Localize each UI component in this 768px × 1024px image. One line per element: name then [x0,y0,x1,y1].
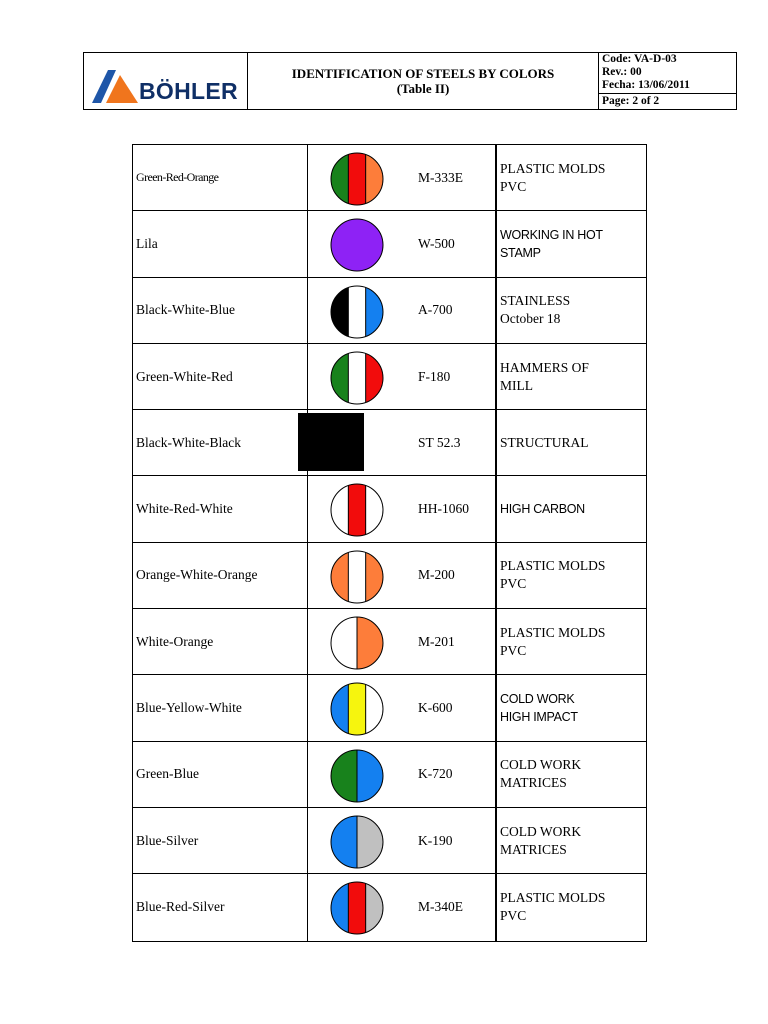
table-row [133,808,646,874]
steel-code: ST 52.3 [418,434,461,450]
steel-application [497,609,646,674]
doc-date: Fecha: 13/06/2011 [602,79,690,91]
table-row [133,211,646,277]
table-row [133,742,646,808]
color-name: Blue-Red-Silver [133,874,308,940]
steel-application [497,410,646,475]
steel-application [497,543,646,608]
table-row [133,145,646,211]
doc-code: Code: VA-D-03 [602,53,677,65]
title-line-2: (Table II) [396,81,450,96]
table-row [133,344,646,410]
application-line: MILL [500,377,533,393]
color-name: Green-Red-Orange [133,145,308,210]
steel-code: K-190 [418,832,453,848]
application-line: COLD WORK [500,757,582,773]
steel-color-table [132,144,647,942]
color-symbol-cell [308,476,497,541]
color-circle-icon [330,550,384,604]
color-symbol-cell [308,145,497,210]
application-line: PLASTIC MOLDS [500,890,606,906]
steel-code: M-200 [418,567,455,583]
table-row [133,874,646,940]
application-line: PLASTIC MOLDS [500,558,606,574]
table-row [133,278,646,344]
color-name: Orange-White-Orange [133,543,308,608]
logo-text: BÖHLER [139,78,238,104]
steel-code: M-201 [418,633,455,649]
color-symbol-cell [308,211,497,276]
application-line: MATRICES [500,775,567,791]
steel-code: M-340E [418,899,463,915]
color-circle-icon [330,616,384,670]
application-line: WORKING IN HOT [500,227,603,242]
document-header [83,52,737,110]
color-symbol-cell [308,808,497,873]
color-symbol-cell [308,874,497,940]
steel-application [497,742,646,807]
table-row [133,675,646,741]
color-symbol-cell [308,609,497,674]
steel-code: W-500 [418,235,455,251]
boehler-logo-icon [92,67,140,103]
application-line: STRUCTURAL [500,434,589,450]
color-name: Green-Blue [133,742,308,807]
steel-application [497,211,646,276]
steel-application [497,145,646,210]
table-row [133,410,646,476]
steel-code: F-180 [418,368,451,384]
application-line: COLD WORK [500,692,575,707]
document-meta [599,53,736,109]
application-line: PLASTIC MOLDS [500,624,606,640]
color-symbol-cell [308,278,497,343]
color-name: Blue-Yellow-White [133,675,308,740]
steel-application [497,874,646,940]
application-line: STAINLESS [500,293,571,309]
color-circle-icon [330,351,384,405]
color-name: Blue-Silver [133,808,308,873]
color-name: White-Orange [133,609,308,674]
application-line: COLD WORK [500,823,582,839]
application-line: PVC [500,908,527,924]
color-symbol-cell [308,543,497,608]
document-title [248,53,599,109]
color-circle-icon [330,815,384,869]
steel-code: K-720 [418,766,453,782]
application-line: PVC [500,642,527,658]
color-circle-icon [330,749,384,803]
application-line: HIGH CARBON [500,502,585,517]
color-symbol-cell [308,675,497,740]
color-symbol-cell [308,410,497,475]
title-line-1: IDENTIFICATION OF STEELS BY COLORS [291,66,555,81]
boehler-logo [84,53,248,109]
color-circle-icon [330,218,384,272]
color-circle-icon [330,682,384,736]
steel-application [497,808,646,873]
color-circle-icon [330,285,384,339]
color-square-icon [296,412,366,472]
application-line: STAMP [500,245,541,260]
application-line: MATRICES [500,841,567,857]
doc-page: Page: 2 of 2 [599,93,736,109]
color-circle-icon [330,881,384,935]
doc-revision: Rev.: 00 [602,66,642,78]
table-row [133,476,646,542]
steel-code: K-600 [418,700,453,716]
steel-application [497,476,646,541]
steel-application [497,344,646,409]
application-line: PVC [500,576,527,592]
color-name: Black-White-Black [133,410,308,475]
steel-application [497,278,646,343]
application-line: PVC [500,178,527,194]
application-line: October 18 [500,311,561,327]
color-name: Green-White-Red [133,344,308,409]
color-name: White-Red-White [133,476,308,541]
color-name: Black-White-Blue [133,278,308,343]
color-circle-icon [330,152,384,206]
steel-code: M-333E [418,169,463,185]
color-circle-icon [330,483,384,537]
table-row [133,609,646,675]
color-name: Lila [133,211,308,276]
application-line: PLASTIC MOLDS [500,160,606,176]
steel-code: A-700 [418,302,453,318]
table-row [133,543,646,609]
application-line: HAMMERS OF [500,359,589,375]
steel-code: HH-1060 [418,501,469,517]
color-symbol-cell [308,344,497,409]
color-symbol-cell [308,742,497,807]
application-line: HIGH IMPACT [500,710,578,725]
steel-application [497,675,646,740]
